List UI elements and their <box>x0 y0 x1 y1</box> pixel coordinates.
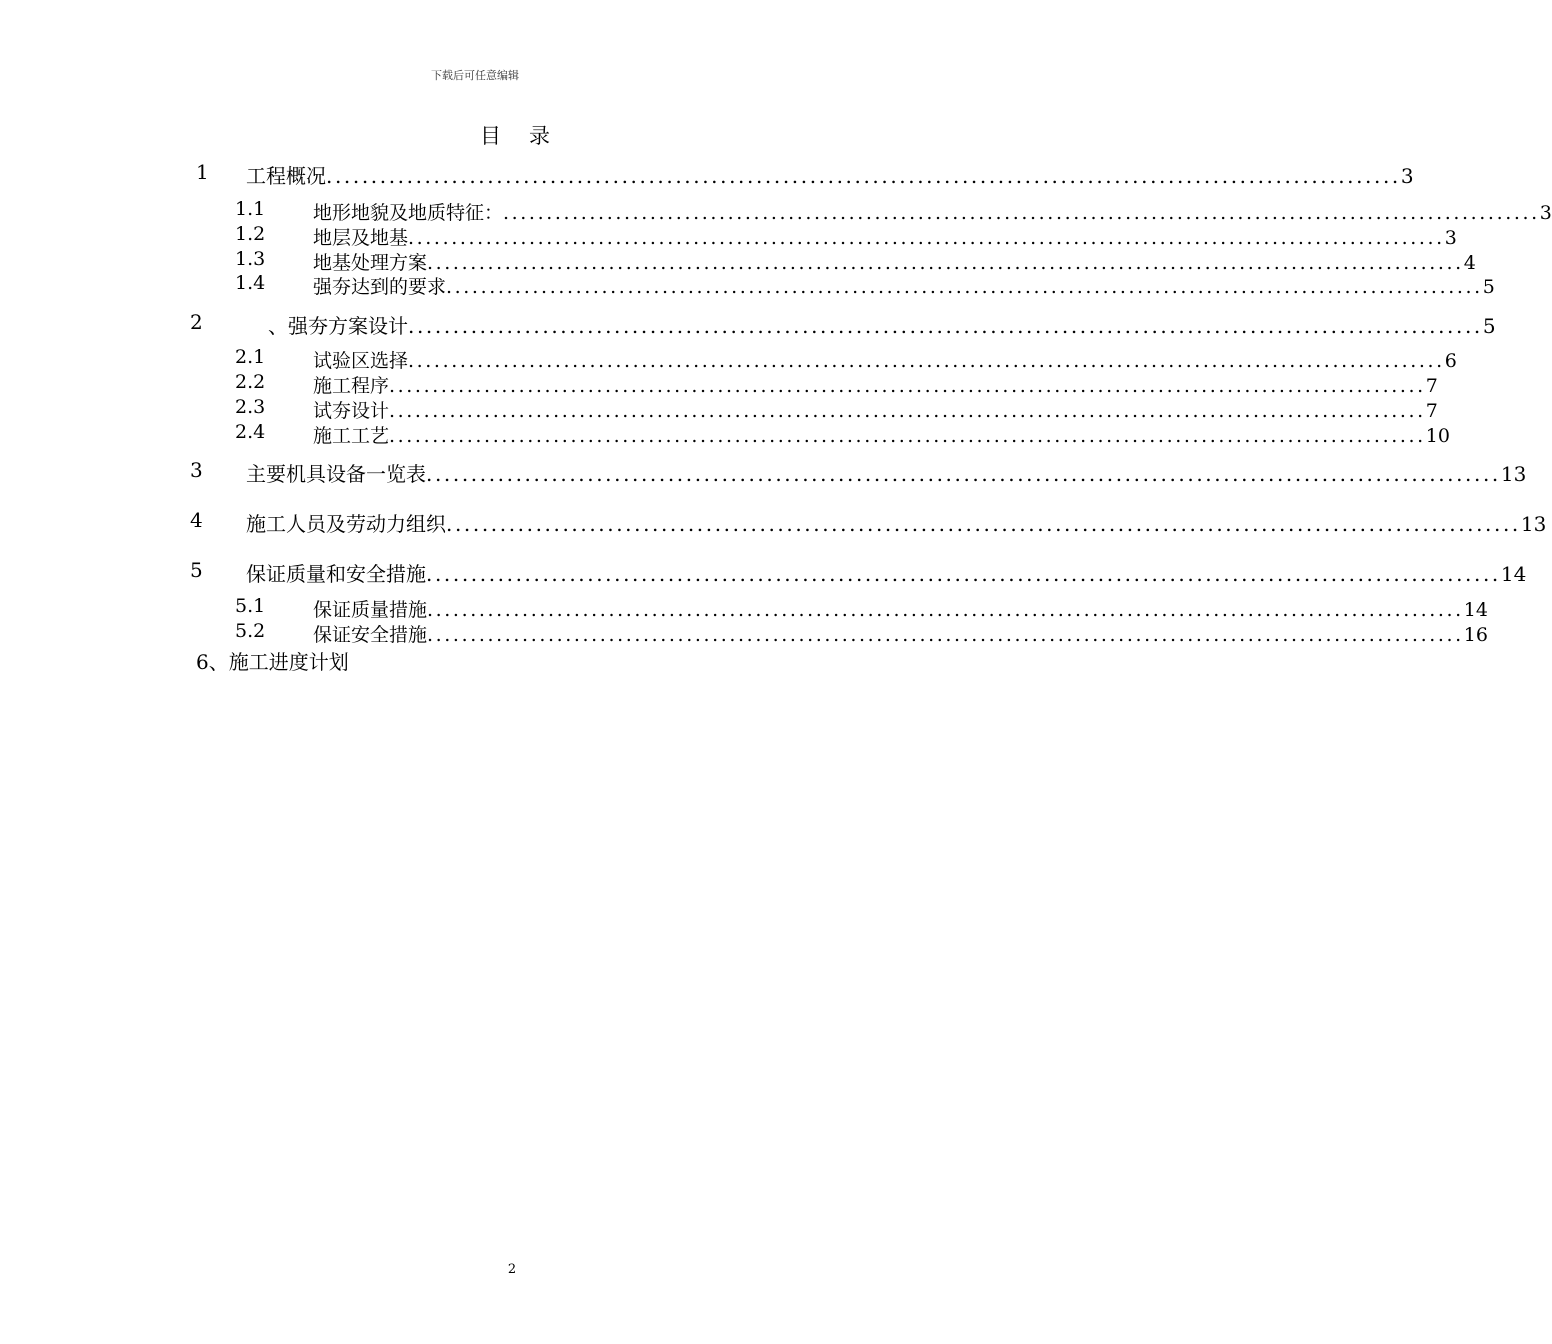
toc-entry-page: 3 <box>1400 164 1414 188</box>
toc-entry-number: 2.1 <box>235 346 266 368</box>
toc-entry-page: 7 <box>1425 375 1438 397</box>
toc-entry[interactable] <box>0 421 1450 447</box>
toc-leader: ........................................................................................................................ <box>326 164 1401 188</box>
toc-entry-page: 5 <box>1482 314 1496 338</box>
toc-entry-text: 地层及地基 <box>313 227 409 249</box>
toc-entry-text: 主要机具设备一览表 <box>246 462 426 486</box>
toc-entry-page: 10 <box>1425 425 1450 447</box>
toc-entry-number: 2.3 <box>235 396 266 418</box>
toc-entry[interactable] <box>0 272 1495 298</box>
toc-entry-number: 3 <box>190 458 203 482</box>
toc-leader: ........................................................................................................................ <box>427 624 1464 646</box>
toc-entry-page: 3 <box>1539 202 1552 224</box>
toc-entry[interactable] <box>0 396 1438 422</box>
toc-leader: ........................................................................................................................ <box>427 252 1464 274</box>
toc-entry-number: 1 <box>196 160 209 184</box>
toc-entry-page: 13 <box>1520 512 1547 536</box>
toc-entry[interactable] <box>0 223 1457 249</box>
toc-leader: ........................................................................................................................ <box>446 276 1483 298</box>
toc-entry-page: 4 <box>1463 252 1476 274</box>
toc-entry-text: 施工工艺 <box>313 425 390 447</box>
toc-entry-page: 6 <box>1444 350 1457 372</box>
toc-entry[interactable] <box>0 458 1527 486</box>
toc-entry-number: 4 <box>190 508 203 532</box>
toc-entry-number: 5 <box>190 558 203 582</box>
toc-entry-page: 13 <box>1500 462 1527 486</box>
toc-entry-page: 7 <box>1425 400 1438 422</box>
toc-entry-page: 5 <box>1482 276 1495 298</box>
toc-entry-page: 3 <box>1444 227 1457 249</box>
toc-entry[interactable] <box>0 508 1547 536</box>
toc-entry-text: 保证安全措施 <box>313 624 428 646</box>
footer-page-number: 2 <box>507 1262 517 1277</box>
toc-entry[interactable] <box>0 371 1438 397</box>
toc-entry-number: 1.1 <box>235 198 266 220</box>
toc-entry-text: 试夯设计 <box>313 400 390 422</box>
toc-entry-number: 2.2 <box>235 371 266 393</box>
toc-leader: ........................................................................................................................ <box>389 400 1426 422</box>
toc-leader: ........................................................................................................................ <box>408 227 1445 249</box>
toc-leader: ........................................................................................................................ <box>408 314 1483 338</box>
toc-entry-number: 2 <box>190 310 203 334</box>
toc-leader: ........................................................................................................................ <box>389 375 1426 397</box>
toc-last-line[interactable]: 6、施工进度计划 <box>196 650 349 674</box>
toc-title-char-2: 录 <box>529 124 550 148</box>
toc-entry-text: 施工人员及劳动力组织 <box>246 512 446 536</box>
toc-leader: ........................................................................................................................ <box>446 512 1521 536</box>
toc-leader: ........................................................................................................................ <box>503 202 1540 224</box>
toc-leader: ........................................................................................................................ <box>426 562 1501 586</box>
toc-entry-text: 地基处理方案 <box>313 252 428 274</box>
toc-title-char-1: 目 <box>480 124 501 148</box>
toc-entry[interactable] <box>0 558 1527 586</box>
toc-entry-number: 1.2 <box>235 223 266 245</box>
toc-entry-page: 16 <box>1463 624 1488 646</box>
toc-entry-text: 强夯达到的要求 <box>313 276 447 298</box>
toc-entry-number: 1.3 <box>235 248 266 270</box>
toc-leader: ........................................................................................................................ <box>426 462 1501 486</box>
toc-entry[interactable] <box>0 595 1488 621</box>
toc-entry[interactable] <box>0 248 1476 274</box>
toc-entry-text: 施工程序 <box>313 375 390 397</box>
toc-entry[interactable] <box>0 198 1552 224</box>
toc-entry-text: 、强夯方案设计 <box>268 314 408 338</box>
toc-leader: ........................................................................................................................ <box>427 599 1464 621</box>
toc-leader: ........................................................................................................................ <box>389 425 1426 447</box>
toc-entry-page: 14 <box>1500 562 1527 586</box>
toc-entry-text: 地形地貌及地质特征： <box>313 202 504 224</box>
toc-title <box>0 120 1030 150</box>
toc-entry[interactable] <box>0 346 1457 372</box>
toc-entry-number: 2.4 <box>235 421 266 443</box>
toc-entry-number: 5.1 <box>235 595 266 617</box>
toc-entry[interactable] <box>0 620 1488 646</box>
toc-entry[interactable] <box>0 310 1496 338</box>
toc-entry-text: 保证质量和安全措施 <box>246 562 426 586</box>
header-note: 下载后可任意编辑 <box>431 69 519 82</box>
toc-entry-page: 14 <box>1463 599 1488 621</box>
toc-entry[interactable] <box>0 160 1414 188</box>
toc-entry-text: 工程概况 <box>246 164 326 188</box>
toc-entry-number: 1.4 <box>235 272 266 294</box>
toc-entry-number: 5.2 <box>235 620 266 642</box>
toc-entry-text: 保证质量措施 <box>313 599 428 621</box>
toc-entry-text: 试验区选择 <box>313 350 409 372</box>
toc-leader: ........................................................................................................................ <box>408 350 1445 372</box>
